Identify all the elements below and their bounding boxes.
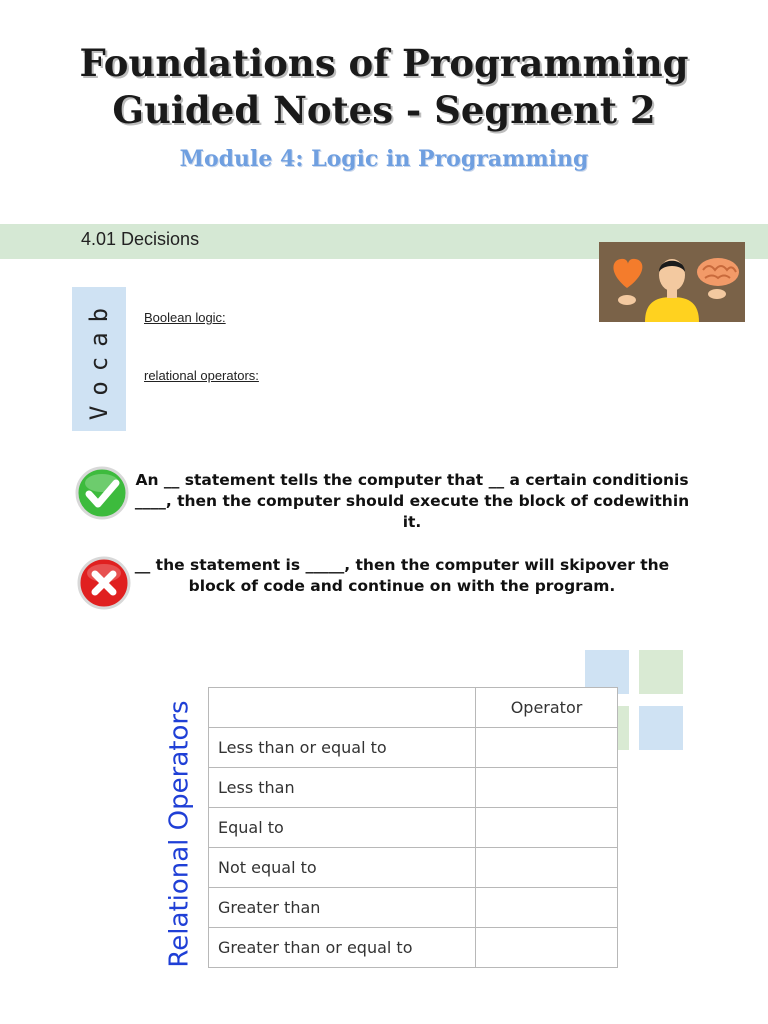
table-row bbox=[209, 888, 618, 928]
check-icon bbox=[75, 466, 129, 520]
vocab-term-boolean-logic: Boolean logic: bbox=[144, 310, 226, 325]
operator-answer-cell[interactable] bbox=[476, 928, 618, 968]
section-label: 4.01 Decisions bbox=[81, 229, 200, 249]
vocab-label: Vocab bbox=[85, 297, 113, 421]
statement-true-text: An __ statement tells the computer that __ a certain conditionis ____, then the computer should execute the block of codewithin it. bbox=[134, 471, 690, 531]
operator-name-cell: Greater than or equal to bbox=[209, 928, 476, 968]
operator-name-cell: Not equal to bbox=[209, 848, 476, 888]
statement-false-text: __ the statement is _____, then the computer will skipover the block of code and continue on with the program. bbox=[134, 556, 670, 595]
relational-operators-label: Relational Operators bbox=[165, 700, 196, 968]
heart-brain-illustration bbox=[599, 242, 745, 322]
table-header-cell: Operator bbox=[476, 688, 618, 728]
vocab-term-relational-operators: relational operators: bbox=[144, 368, 259, 383]
operator-name-cell: Greater than bbox=[209, 888, 476, 928]
table-header-cell bbox=[209, 688, 476, 728]
x-icon bbox=[77, 556, 131, 610]
module-subtitle: Module 4: Logic in Programming bbox=[179, 146, 589, 172]
operator-answer-cell[interactable] bbox=[476, 888, 618, 928]
decorative-square bbox=[639, 706, 683, 750]
table-row bbox=[209, 928, 618, 968]
operator-name-cell: Equal to bbox=[209, 808, 476, 848]
page-title-line-1: Foundations of Programming bbox=[79, 41, 689, 85]
table-row bbox=[209, 728, 618, 768]
operator-answer-cell[interactable] bbox=[476, 848, 618, 888]
table-row bbox=[209, 848, 618, 888]
operator-name-cell: Less than or equal to bbox=[209, 728, 476, 768]
decorative-square bbox=[639, 650, 683, 694]
table-header-row bbox=[209, 688, 618, 728]
operator-name-cell: Less than bbox=[209, 768, 476, 808]
table-row bbox=[209, 768, 618, 808]
page-title-line-2: Guided Notes - Segment 2 bbox=[112, 88, 656, 132]
relational-operators-table bbox=[208, 687, 618, 968]
operator-answer-cell[interactable] bbox=[476, 768, 618, 808]
operator-answer-cell[interactable] bbox=[476, 808, 618, 848]
table-row bbox=[209, 808, 618, 848]
operator-answer-cell[interactable] bbox=[476, 728, 618, 768]
